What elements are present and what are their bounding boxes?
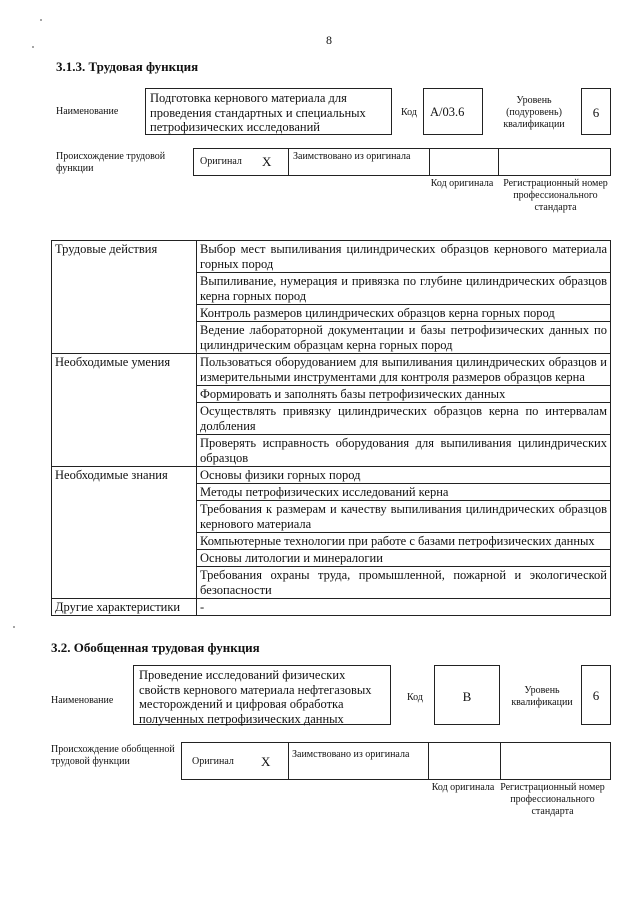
table-row	[52, 467, 611, 484]
other-value: -	[197, 599, 611, 616]
divider	[500, 743, 501, 779]
labor-action-item: Контроль размеров цилиндрических образцов керна горных пород	[197, 305, 611, 322]
scan-speck	[13, 626, 15, 628]
original-mark: X	[262, 154, 272, 169]
code-box	[434, 665, 500, 725]
code-value: B	[462, 689, 472, 704]
knowledge-item: Основы физики горных пород	[197, 467, 611, 484]
labor-action-item: Ведение лабораторной документации и базы петрофизических данных по цилиндрическим образцам керна горных пород	[197, 322, 611, 354]
labor-action-item: Выбор мест выпиливания цилиндрических образцов кернового материала горных пород	[197, 241, 611, 273]
knowledge-item: Основы литологии и минералогии	[197, 550, 611, 567]
divider	[498, 149, 499, 175]
knowledge-item: Требования охраны труда, промышленной, пожарной и экологической безопасности	[197, 567, 611, 599]
labor-actions-label: Трудовые действия	[52, 241, 197, 354]
name-label: Наименование	[51, 695, 114, 706]
code-original-caption: Код оригинала	[431, 782, 495, 793]
page-number: 8	[326, 33, 332, 47]
reg-number-caption: Регистрационный номер профессионального стандарта	[500, 782, 605, 817]
level-value: 6	[592, 105, 600, 120]
divider	[429, 149, 430, 175]
level-value: 6	[592, 688, 600, 703]
code-label: Код	[407, 692, 423, 703]
original-label: Оригинал	[200, 156, 242, 167]
knowledge-item: Методы петрофизических исследований керна	[197, 484, 611, 501]
other-label: Другие характеристики	[52, 599, 197, 616]
reg-number-caption: Регистрационный номер профессионального стандарта	[503, 178, 608, 213]
scan-speck	[32, 46, 34, 48]
code-original-caption: Код оригинала	[430, 178, 494, 189]
code-value: A/03.6	[430, 105, 465, 119]
level-label: Уровень квалификации	[511, 685, 573, 708]
original-mark: X	[261, 754, 271, 769]
level-box	[581, 665, 611, 725]
skill-item: Проверять исправность оборудования для выпиливания цилиндрических образцов	[197, 435, 611, 467]
original-label: Оригинал	[192, 756, 234, 767]
labor-action-item: Выпиливание, нумерация и привязка по глубине цилиндрических образцов керна горных пород	[197, 273, 611, 305]
table-row	[52, 599, 611, 616]
skill-item: Пользоваться оборудованием для выпиливания цилиндрических образцов и измерительными инструментами для контроля размеров образцов керна	[197, 354, 611, 386]
level-label: Уровень (подуровень) квалификации	[503, 95, 565, 130]
borrowed-label: Заимствовано из оригинала	[292, 749, 410, 760]
level-box	[581, 88, 611, 135]
knowledge-label: Необходимые знания	[52, 467, 197, 599]
divider	[288, 743, 289, 779]
function-name: Подготовка кернового материала для проведения стандартных и специальных петрофизических исследований	[150, 91, 366, 134]
borrowed-label: Заимствовано из оригинала	[293, 151, 411, 162]
origin-table	[181, 742, 611, 780]
table-row	[52, 241, 611, 273]
origin-label: Происхождение обобщенной трудовой функции	[51, 744, 175, 767]
function-name-box	[145, 88, 392, 135]
generalized-function-name-box	[133, 665, 391, 725]
knowledge-item: Требования к размерам и качеству выпиливания цилиндрических образцов кернового материала	[197, 501, 611, 533]
section-heading-313: 3.1.3. Трудовая функция	[56, 59, 199, 74]
generalized-function-name: Проведение исследований физических свойств кернового материала нефтегазовых месторождений и цифровая обработка полученных петрофизических данных	[139, 668, 372, 726]
name-label: Наименование	[56, 106, 119, 117]
function-details-table	[51, 240, 611, 616]
section-heading-32: 3.2. Обобщенная трудовая функция	[51, 640, 260, 655]
skill-item: Осуществлять привязку цилиндрических образцов керна по интервалам долбления	[197, 403, 611, 435]
divider	[428, 743, 429, 779]
divider	[288, 149, 289, 175]
skill-item: Формировать и заполнять базы петрофизических данных	[197, 386, 611, 403]
table-row	[52, 354, 611, 386]
origin-label: Происхождение трудовой функции	[56, 151, 166, 174]
code-label: Код	[401, 107, 417, 118]
scan-speck	[40, 19, 42, 21]
origin-table	[193, 148, 611, 176]
code-box	[423, 88, 483, 135]
knowledge-item: Компьютерные технологии при работе с базами петрофизических данных	[197, 533, 611, 550]
skills-label: Необходимые умения	[52, 354, 197, 467]
